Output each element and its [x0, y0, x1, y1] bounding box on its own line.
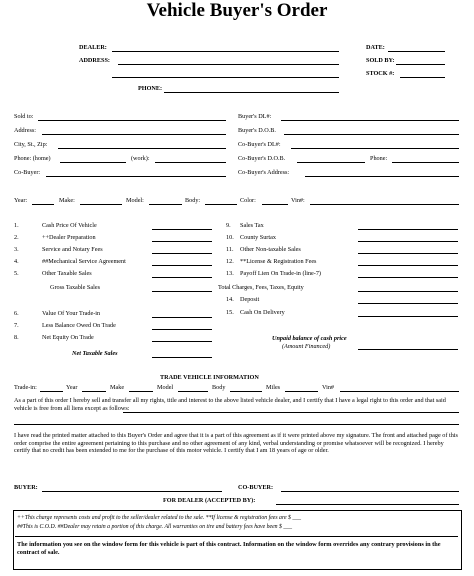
work-phone-field[interactable]	[155, 162, 226, 163]
address-line2-field[interactable]	[112, 77, 339, 78]
year-field[interactable]	[32, 204, 54, 205]
amount-financed-field[interactable]	[358, 349, 458, 350]
sold-by-field[interactable]	[396, 64, 445, 65]
item-9-num: 9.	[226, 222, 231, 229]
trade-year-field[interactable]	[82, 391, 106, 392]
trade-in-field[interactable]	[40, 391, 63, 392]
item-14-num: 14.	[226, 296, 234, 303]
buyer-address-field[interactable]	[42, 134, 226, 135]
trade-body-field[interactable]	[230, 391, 262, 392]
sold-to-label: Sold to:	[14, 113, 34, 120]
trade-miles-field[interactable]	[285, 391, 318, 392]
model-field[interactable]	[149, 204, 182, 205]
trade-heading: TRADE VEHICLE INFORMATION	[160, 374, 259, 381]
agreement-text: I have read the printed matter attached to this Buyer's Order and agree that it is a part of this agreement as if it were printed above my signature. The front and attached page of this order comprise the entire agreement pertaining to this purchase and no other agreement of any kind, verbal understanding or promise whatsoever will be recognized. I hereby certify that no credit has been extended to me for the purchase of this motor vehicle. I certify that I am 18 years of age or older.	[14, 432, 458, 455]
phone-home-label: Phone: (home)	[14, 155, 51, 162]
item-15-label: Cash On Delivery	[240, 309, 285, 316]
item-1-label: Cash Price Of Vehicle	[42, 222, 97, 229]
footnote-2: ##This is C.O.D. ##Dealer may retain a portion of this charge. All warranties on tire and battery fees have been $ ___	[17, 524, 293, 530]
item-13-label: Payoff Lien On Trade-in (line-7)	[240, 270, 321, 277]
buyers-dl-field[interactable]	[281, 120, 459, 121]
item-9-field[interactable]	[358, 229, 458, 230]
amount-financed-label: (Amount Financed)	[282, 343, 331, 350]
work-label: (work):	[131, 155, 150, 162]
item-9-label: Sales Tax	[240, 222, 264, 229]
item-5-field[interactable]	[152, 277, 212, 278]
trade-model-label: Model	[157, 384, 174, 391]
item-14-field[interactable]	[358, 303, 458, 304]
item-11-field[interactable]	[358, 253, 458, 254]
co-buyer-field[interactable]	[46, 176, 226, 177]
trade-miles-label: Miles	[266, 384, 281, 391]
trade-vin-label: Vin#	[322, 384, 335, 391]
buyers-dob-label: Buyer's D.O.B.	[238, 127, 276, 134]
item-2-label: ++Dealer Preparation	[42, 234, 96, 241]
trade-certification-text: As a part of this order I hereby sell and transfer all my rights, title and interest to the above listed vehicle dealer, and I certify that I have a legal right to this order and that said vehicle is free from all liens except as follows:	[14, 397, 446, 412]
item-6-label: Value Of Your Trade-in	[42, 310, 101, 317]
city-label: City, St., Zip:	[14, 141, 48, 148]
trade-make-label: Make	[110, 384, 125, 391]
model-label: Model:	[126, 197, 144, 204]
date-field[interactable]	[388, 51, 445, 52]
item-1-field[interactable]	[152, 229, 212, 230]
item-2-field[interactable]	[152, 241, 212, 242]
item-11-label: Other Non-taxable Sales	[240, 246, 301, 253]
item-12-field[interactable]	[358, 265, 458, 266]
item-11-num: 11.	[226, 246, 234, 253]
item-3-field[interactable]	[152, 253, 212, 254]
footnote-divider	[15, 536, 458, 537]
gross-taxable-label: Gross Taxable Sales	[50, 284, 100, 291]
trade-make-field[interactable]	[129, 391, 153, 392]
item-5-label: Other Taxable Sales	[42, 270, 92, 277]
buyer-address-label: Address:	[14, 127, 36, 134]
trade-in-label: Trade-in:	[14, 384, 37, 391]
item-15-num: 15.	[226, 309, 234, 316]
item-8-num: 8.	[14, 334, 19, 341]
dealer-field[interactable]	[112, 51, 339, 52]
body-label: Body:	[185, 197, 201, 204]
co-buyer-phone-label: Phone:	[370, 155, 388, 162]
gross-taxable-field[interactable]	[152, 291, 212, 292]
item-3-num: 3.	[14, 246, 19, 253]
item-1-num: 1.	[14, 222, 19, 229]
dealer-label: DEALER:	[79, 44, 107, 51]
co-buyer-signature-field[interactable]	[281, 491, 459, 492]
co-buyer-signature-label: CO-BUYER:	[238, 484, 274, 491]
item-7-field[interactable]	[152, 329, 212, 330]
liens-field[interactable]	[123, 412, 459, 413]
buyers-dl-label: Buyer's DL#:	[238, 113, 272, 120]
make-field[interactable]	[80, 204, 122, 205]
vin-field[interactable]	[310, 204, 459, 205]
co-buyers-dl-field[interactable]	[291, 148, 459, 149]
phone-home-field[interactable]	[60, 162, 126, 163]
net-taxable-label: Net Taxable Sales	[72, 350, 118, 357]
item-7-num: 7.	[14, 322, 19, 329]
net-taxable-field[interactable]	[152, 357, 212, 358]
year-label: Year:	[14, 197, 28, 204]
item-10-label: County Surtax	[240, 234, 276, 241]
item-10-num: 10.	[226, 234, 234, 241]
page-title: Vehicle Buyer's Order	[146, 0, 328, 21]
item-13-field[interactable]	[358, 277, 458, 278]
make-label: Make:	[59, 197, 75, 204]
item-6-num: 6.	[14, 310, 19, 317]
buyers-dob-field[interactable]	[284, 134, 459, 135]
item-4-num: 4.	[14, 258, 19, 265]
city-field[interactable]	[58, 148, 226, 149]
item-10-field[interactable]	[358, 241, 458, 242]
sold-to-field[interactable]	[38, 120, 226, 121]
item-13-num: 13.	[226, 270, 234, 277]
buyer-signature-label: BUYER:	[14, 484, 38, 491]
item-15-field[interactable]	[358, 316, 458, 317]
item-12-label: **License & Registration Fees	[240, 258, 317, 265]
footnote-1: ++This charge represents costs and profit to the seller/dealer related to the sale. **If license & registration fees are $ ___	[17, 515, 302, 521]
stock-field[interactable]	[400, 77, 445, 78]
phone-label: PHONE:	[138, 85, 163, 92]
item-12-num: 12.	[226, 258, 234, 265]
item-14-label: Deposit	[240, 296, 260, 303]
window-form-notice: The information you see on the window form for this vehicle is part of this contract. Information on the window form overrides any contrary provisions in the contract of sale.	[17, 541, 441, 556]
co-buyer-label: Co-Buyer:	[14, 169, 41, 176]
item-3-label: Service and Notary Fees	[42, 246, 103, 253]
trade-body-label: Body	[212, 384, 226, 391]
item-4-field[interactable]	[152, 265, 212, 266]
trade-year-label: Year	[66, 384, 78, 391]
unpaid-balance-label: Unpaid balance of cash price	[272, 335, 347, 342]
address-field[interactable]	[118, 64, 339, 65]
dealer-signature-label: FOR DEALER (ACCEPTED BY):	[163, 497, 256, 504]
stock-label: STOCK #:	[366, 70, 395, 77]
vin-label: Vin#:	[291, 197, 305, 204]
co-buyers-dl-label: Co-Buyer's DL#:	[238, 141, 281, 148]
item-4-label: ##Mechanical Service Agreement	[42, 258, 126, 265]
body-field[interactable]	[205, 204, 237, 205]
trade-model-field[interactable]	[178, 391, 208, 392]
trade-vin-field[interactable]	[340, 391, 459, 392]
phone-field[interactable]	[164, 92, 339, 93]
item-2-num: 2.	[14, 234, 19, 241]
item-8-label: Net Equity On Trade	[42, 334, 94, 341]
address-label: ADDRESS:	[79, 57, 110, 64]
date-label: DATE:	[366, 44, 385, 51]
item-7-label: Less Balance Owed On Trade	[42, 322, 116, 329]
liens-field-line2[interactable]	[14, 424, 459, 425]
item-8-field[interactable]	[152, 341, 212, 342]
co-buyers-address-label: Co-Buyer's Address:	[238, 169, 290, 176]
co-buyers-dob-field[interactable]	[297, 162, 365, 163]
color-label: Color:	[240, 197, 256, 204]
total-charges-field[interactable]	[358, 291, 458, 292]
co-buyers-dob-label: Co-Buyer's D.O.B.	[238, 155, 286, 162]
sold-by-label: SOLD BY:	[366, 57, 395, 64]
co-buyers-address-field[interactable]	[305, 176, 459, 177]
color-field[interactable]	[262, 204, 288, 205]
co-buyer-phone-field[interactable]	[392, 162, 459, 163]
item-6-field[interactable]	[152, 317, 212, 318]
item-5-num: 5.	[14, 270, 19, 277]
total-charges-label: Total Charges, Fees, Taxes, Equity	[218, 284, 304, 291]
dealer-signature-field[interactable]	[276, 504, 459, 505]
buyer-signature-field[interactable]	[42, 491, 222, 492]
